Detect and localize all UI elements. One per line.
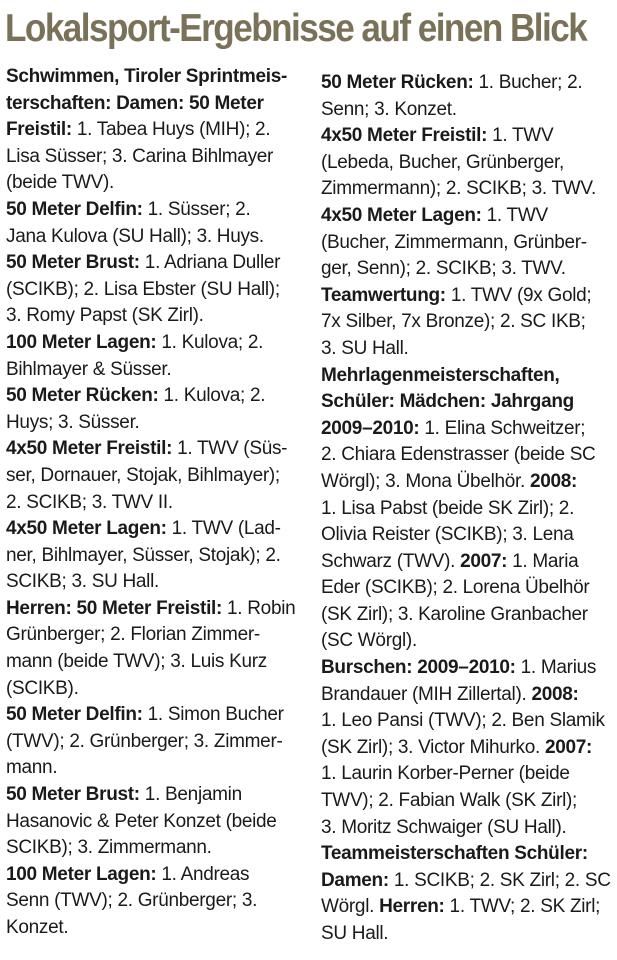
text-line: [6, 782, 306, 809]
result-text: (SCIKB).: [6, 677, 79, 699]
result-text: SCIKB; 3. SU Hall.: [6, 571, 159, 593]
text-line: [321, 841, 613, 868]
result-text: 1. Kulova; 2.: [156, 331, 264, 353]
text-line: [6, 622, 306, 649]
text-line: [321, 549, 613, 576]
result-text: Hasanovic & Peter Konzet (beide: [6, 810, 277, 832]
result-text: 1. TWV (9x Gold;: [445, 284, 592, 306]
result-text: 1. TWV: [487, 125, 554, 147]
result-heading: 50 Meter Delfin:: [6, 704, 143, 726]
result-text: (TWV); 2. Grünberger; 3. Zimmer-: [6, 730, 283, 752]
text-line: [6, 330, 306, 357]
result-text: Lisa Süsser; 3. Carina Bihlmayer: [6, 145, 274, 167]
result-text: ser, Dornauer, Stojak, Bihlmayer);: [6, 464, 280, 486]
result-heading: Herren: 50 Meter Freistil:: [6, 597, 223, 619]
result-text: Konzet.: [6, 917, 69, 938]
text-line: [6, 64, 306, 91]
text-line: [321, 868, 613, 895]
result-heading: 50 Meter Brust:: [6, 784, 140, 806]
page-title: Lokalsport-Ergebnisse auf einen Blick: [5, 7, 587, 50]
result-text: Wörgl); 3. Mona Übelhör.: [321, 470, 525, 492]
result-heading: Schwimmen, Tiroler Sprintmeis-: [6, 66, 288, 87]
result-heading: 2008:: [526, 683, 579, 705]
text-line: [321, 496, 613, 523]
text-line: [6, 303, 306, 330]
result-text: mann (beide TWV); 3. Luis Kurz: [6, 651, 267, 673]
result-text: 3. Romy Papst (SK Zirl).: [6, 305, 204, 327]
text-line: [321, 442, 613, 469]
result-text: TWV); 2. Fabian Walk (SK Zirl);: [321, 790, 578, 812]
result-text: Zimmermann); 2. SCIKB; 3. TWV.: [321, 178, 597, 200]
result-text: (SC Wörgl).: [321, 630, 417, 652]
result-heading: Damen:: [321, 869, 389, 891]
text-line: [321, 203, 613, 230]
result-text: 1. Benjamin: [139, 784, 242, 806]
result-text: 3. SU Hall.: [321, 337, 409, 359]
text-line: [321, 788, 613, 815]
text-line: [321, 655, 613, 682]
result-text: 1. Andreas: [156, 863, 250, 885]
text-line: [6, 277, 306, 304]
text-line: [6, 436, 306, 463]
result-heading: 4x50 Meter Lagen:: [321, 204, 482, 226]
result-text: Grünberger; 2. Florian Zimmer-: [6, 624, 260, 646]
text-line: [6, 755, 306, 782]
text-line: [6, 596, 306, 623]
result-text: 2. Chiara Edenstrasser (beide SC: [321, 444, 596, 466]
result-text: (SK Zirl); 3. Karoline Granbacher: [321, 603, 588, 625]
text-line: [321, 735, 613, 762]
text-line: [6, 915, 306, 942]
text-line: [6, 357, 306, 384]
result-text: 1. Leo Pansi (TWV); 2. Ben Slamik: [321, 710, 605, 732]
text-line: [6, 463, 306, 490]
text-line: [321, 97, 613, 124]
text-line: [6, 383, 306, 410]
text-line: [321, 628, 613, 655]
result-text: SCIKB); 3. Zimmermann.: [6, 837, 212, 859]
result-text: Olivia Reister (SCIKB); 3. Lena: [321, 524, 574, 546]
result-heading: 2007:: [540, 736, 593, 758]
text-line: [6, 144, 306, 171]
text-line: [6, 676, 306, 703]
text-line: [321, 230, 613, 257]
result-text: 3. Moritz Schwaiger (SU Hall).: [321, 816, 567, 838]
result-text: Schwarz (TWV).: [321, 550, 456, 572]
result-heading: Freistil:: [6, 119, 72, 141]
text-line: [321, 336, 613, 363]
text-line: [6, 170, 306, 197]
text-line: [321, 256, 613, 283]
result-text: Huys; 3. Süsser.: [6, 411, 140, 433]
result-heading: 50 Meter Rücken:: [321, 72, 474, 93]
text-line: [321, 389, 613, 416]
result-text: SU Hall.: [321, 923, 389, 944]
result-heading: Teammeisterschaften Schüler:: [321, 843, 588, 865]
results-column-left: [6, 64, 306, 942]
result-text: (SK Zirl); 3. Victor Mihurko.: [321, 736, 540, 758]
text-line: [6, 516, 306, 543]
text-line: [321, 150, 613, 177]
text-line: [321, 70, 613, 97]
result-text: (Bucher, Zimmermann, Grünber-: [321, 231, 587, 253]
text-line: [321, 708, 613, 735]
text-line: [6, 117, 306, 144]
result-heading: 50 Meter Brust:: [6, 252, 140, 274]
text-line: [6, 888, 306, 915]
result-text: 1. Kulova; 2.: [158, 385, 266, 407]
result-text: 1. TWV (Lad-: [166, 518, 281, 540]
result-text: 1. Süsser; 2.: [142, 198, 251, 220]
result-heading: 4x50 Meter Freistil:: [6, 438, 173, 460]
result-text: 1. Robin: [222, 597, 296, 619]
result-text: Senn; 3. Konzet.: [321, 98, 457, 120]
result-heading: 50 Meter Rücken:: [6, 385, 159, 407]
result-heading: Herren:: [374, 896, 445, 918]
result-text: Brandauer (MIH Zillertal).: [321, 683, 527, 705]
result-text: ger, Senn); 2. SCIKB; 3. TWV.: [321, 258, 566, 280]
result-heading: terschaften: Damen: 50 Meter: [6, 92, 264, 114]
result-heading: Mehrlagenmeisterschaften,: [321, 364, 560, 386]
text-line: [321, 363, 613, 390]
result-text: Jana Kulova (SU Hall); 3. Huys.: [6, 225, 264, 247]
result-heading: 4x50 Meter Lagen:: [6, 518, 167, 540]
text-line: [6, 862, 306, 889]
result-heading: 2008:: [525, 470, 578, 492]
text-line: [6, 410, 306, 437]
result-text: (Lebeda, Bucher, Grünberger,: [321, 151, 564, 173]
text-line: [321, 283, 613, 310]
text-line: [6, 224, 306, 251]
result-text: 1. TWV: [481, 204, 548, 226]
text-line: [321, 682, 613, 709]
result-heading: 100 Meter Lagen:: [6, 863, 157, 885]
text-line: [6, 490, 306, 517]
text-line: [321, 522, 613, 549]
text-line: [6, 649, 306, 676]
result-text: (beide TWV).: [6, 172, 114, 194]
result-text: mann.: [6, 757, 58, 779]
result-heading: Teamwertung:: [321, 284, 446, 306]
results-column-right: [321, 70, 613, 948]
text-line: [321, 416, 613, 443]
text-line: [321, 761, 613, 788]
text-line: [6, 91, 306, 118]
result-heading: 100 Meter Lagen:: [6, 331, 157, 353]
result-text: 1. SCIKB; 2. SK Zirl; 2. SC: [388, 869, 611, 891]
result-heading: 2009–2010:: [321, 417, 420, 439]
result-heading: 2007:: [455, 550, 508, 572]
text-line: [321, 602, 613, 629]
result-text: 1. Marius: [515, 657, 597, 679]
result-text: (SCIKB); 2. Lisa Ebster (SU Hall);: [6, 278, 280, 300]
result-heading: Burschen: 2009–2010:: [321, 657, 516, 679]
text-line: [6, 250, 306, 277]
result-text: 1. Lisa Pabst (beide SK Zirl); 2.: [321, 497, 575, 519]
text-line: [321, 575, 613, 602]
text-line: [321, 309, 613, 336]
result-text: Eder (SCIKB); 2. Lorena Übelhör: [321, 577, 590, 599]
text-line: [321, 815, 613, 842]
text-line: [321, 894, 613, 921]
text-line: [6, 835, 306, 862]
result-text: 2. SCIKB; 3. TWV II.: [6, 491, 173, 513]
result-text: 1. Tabea Huys (MIH); 2.: [71, 119, 271, 141]
text-line: [321, 469, 613, 496]
result-text: 1. Adriana Duller: [139, 252, 281, 274]
text-line: [6, 197, 306, 224]
result-text: 1. Elina Schweitzer;: [419, 417, 586, 439]
text-line: [321, 123, 613, 150]
text-line: [6, 702, 306, 729]
result-text: 1. Laurin Korber-Perner (beide: [321, 763, 570, 785]
text-line: [6, 729, 306, 756]
result-text: 1. TWV (Süs-: [172, 438, 288, 460]
result-text: ner, Bihlmayer, Süsser, Stojak); 2.: [6, 544, 281, 566]
result-text: 1. Bucher; 2.: [473, 72, 583, 93]
text-line: [6, 809, 306, 836]
result-text: Wörgl.: [321, 896, 375, 918]
text-line: [321, 176, 613, 203]
result-heading: Schüler: Mädchen: Jahrgang: [321, 391, 574, 413]
result-text: 7x Silber, 7x Bronze); 2. SC IKB;: [321, 311, 586, 333]
result-heading: 4x50 Meter Freistil:: [321, 125, 488, 147]
result-text: Bihlmayer & Süsser.: [6, 358, 172, 380]
result-heading: 50 Meter Delfin:: [6, 198, 143, 220]
text-line: [321, 921, 613, 948]
result-text: 1. Maria: [507, 550, 579, 572]
result-text: 1. TWV; 2. SK Zirl;: [444, 896, 601, 918]
result-text: 1. Simon Bucher: [142, 704, 284, 726]
text-line: [6, 569, 306, 596]
result-text: Senn (TWV); 2. Grünberger; 3.: [6, 890, 258, 912]
text-line: [6, 543, 306, 570]
